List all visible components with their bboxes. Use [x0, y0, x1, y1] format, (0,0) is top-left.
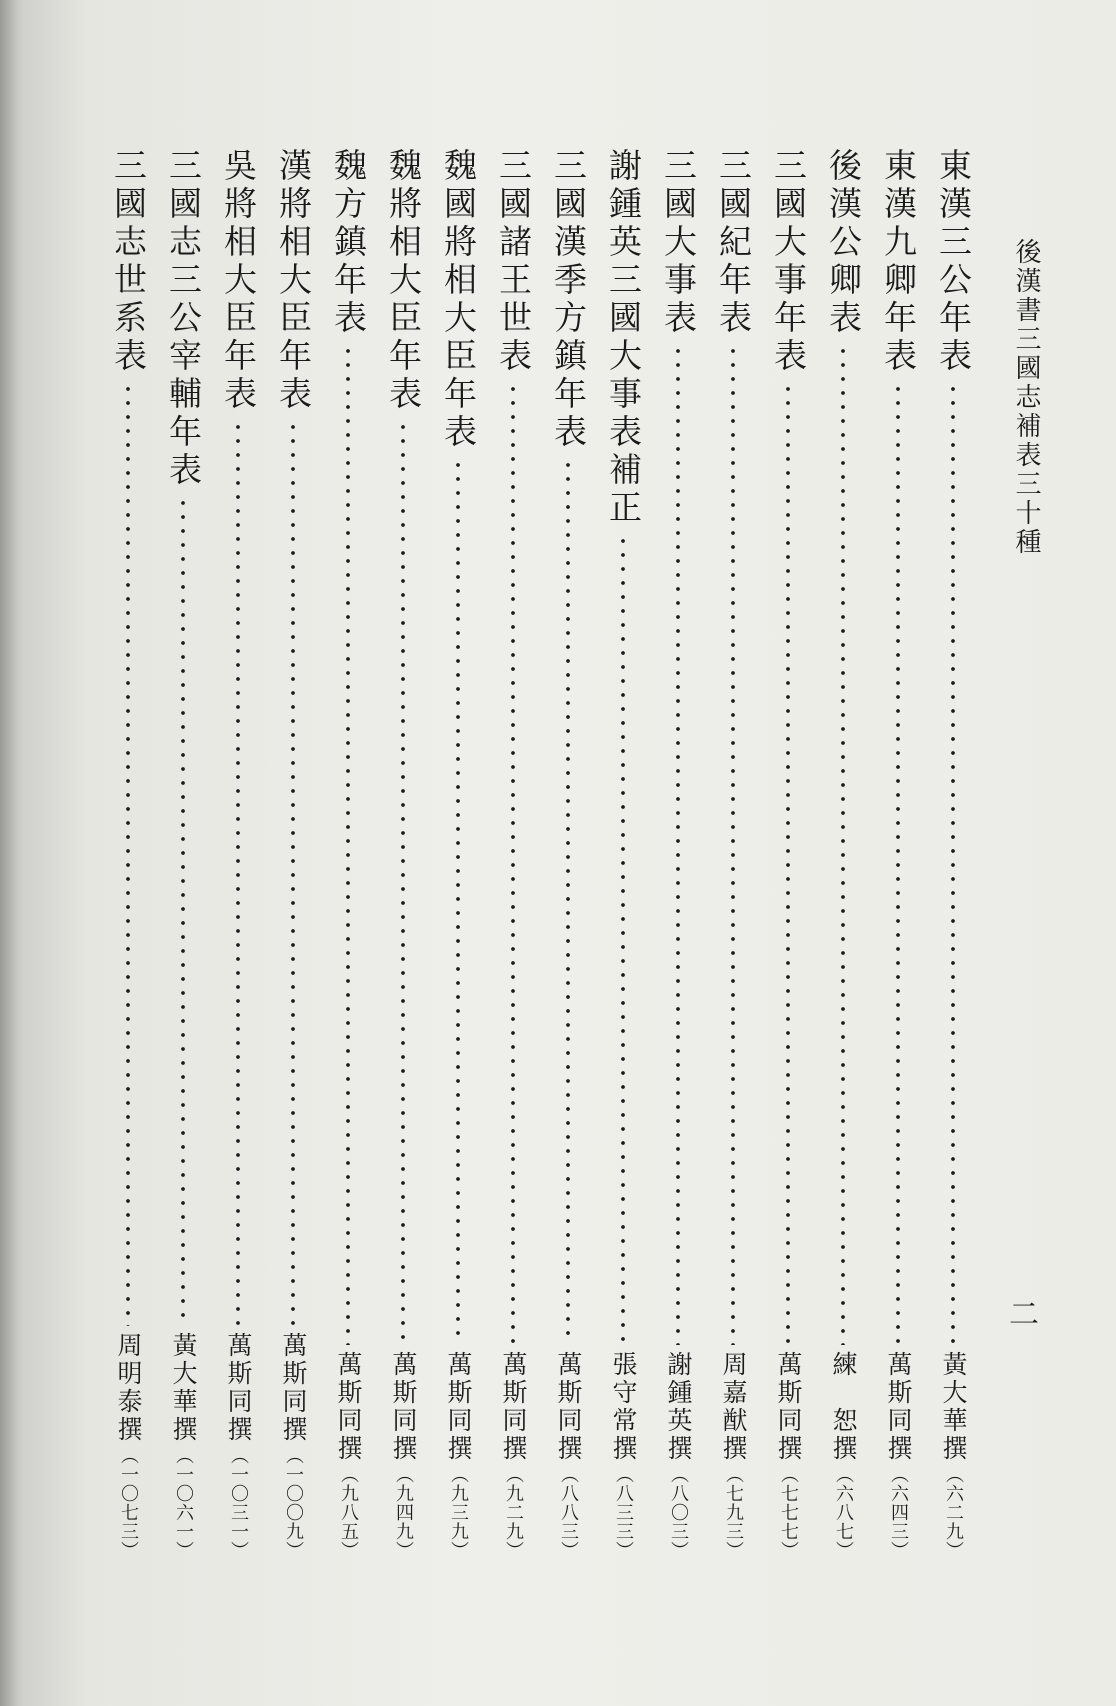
toc-entry-author-block	[166, 1332, 200, 1560]
toc-entry-title: 東漢九卿年表	[879, 148, 918, 376]
toc-entry	[930, 148, 976, 1560]
toc-entry-title: 三國大事表	[659, 148, 698, 338]
dot-leader	[236, 420, 240, 1326]
toc-entry-author: 萬斯同撰	[279, 1332, 308, 1444]
dot-leader	[126, 382, 130, 1326]
toc-entry	[600, 148, 646, 1560]
toc-entry-author-block	[111, 1332, 145, 1560]
toc-entry-author: 萬斯同撰	[389, 1351, 418, 1463]
dot-leader	[621, 534, 625, 1345]
toc-entry	[875, 148, 921, 1560]
dot-leader	[291, 420, 295, 1326]
toc-entry-author-block	[276, 1332, 310, 1560]
toc-entry-title: 後漢公卿表	[824, 148, 863, 338]
toc-entry-author: 萬斯同撰	[774, 1351, 803, 1463]
toc-entry-title: 三國志三公宰輔年表	[164, 148, 203, 490]
toc-entry-author-block	[771, 1351, 805, 1560]
toc-entry	[270, 148, 316, 1560]
toc-entry-title: 三國漢季方鎮年表	[549, 148, 588, 452]
toc-entry-page: （六四三）	[888, 1465, 909, 1560]
toc-entry	[160, 148, 206, 1560]
toc-entry-author: 謝鍾英撰	[664, 1351, 693, 1463]
toc-entry	[490, 148, 536, 1560]
dot-leader	[841, 344, 845, 1345]
toc-entry-author: 萬斯同撰	[554, 1351, 583, 1463]
toc-entry-page: （一〇六一）	[173, 1446, 194, 1560]
toc-entry-author: 萬斯同撰	[224, 1332, 253, 1444]
toc-entry-page: （六八七）	[833, 1465, 854, 1560]
toc-entry-page: （六二九）	[943, 1465, 964, 1560]
toc-entry	[710, 148, 756, 1560]
toc-entry-author-block	[716, 1351, 750, 1560]
dot-leader	[401, 420, 405, 1345]
toc-entry-title: 三國大事年表	[769, 148, 808, 376]
toc-entry-page: （八三三）	[613, 1465, 634, 1560]
toc-entry-title: 魏國將相大臣年表	[439, 148, 478, 452]
toc-entry	[820, 148, 866, 1560]
toc-entry-author-block	[606, 1351, 640, 1560]
toc-entry-page: （八八三）	[558, 1465, 579, 1560]
toc-entry-author-block	[551, 1351, 585, 1560]
toc-entry	[105, 148, 151, 1560]
toc-entry-page: （一〇三一）	[228, 1446, 249, 1560]
toc-entry-title: 魏將相大臣年表	[384, 148, 423, 414]
toc-entry-title: 漢將相大臣年表	[274, 148, 313, 414]
toc-entry-author-block	[331, 1351, 365, 1560]
toc-entry	[380, 148, 426, 1560]
dot-leader	[511, 382, 515, 1345]
toc-entry-author: 黃大華撰	[939, 1351, 968, 1463]
toc-entry-page: （九八五）	[338, 1465, 359, 1560]
toc-entry-page: （八〇三）	[668, 1465, 689, 1560]
toc-entry-author: 黃大華撰	[169, 1332, 198, 1444]
toc-entry-author: 萬斯同撰	[884, 1351, 913, 1463]
toc-entry-page: （一〇七三）	[118, 1446, 139, 1560]
toc-entry-author: 周明泰撰	[114, 1332, 143, 1444]
toc-entry-title: 三國紀年表	[714, 148, 753, 338]
dot-leader	[456, 458, 460, 1345]
toc-entry	[655, 148, 701, 1560]
toc-entry-title: 謝鍾英三國大事表補正	[604, 148, 643, 528]
dot-leader	[346, 344, 350, 1345]
toc-entry-title: 三國諸王世表	[494, 148, 533, 376]
toc-entry-author: 周嘉猷撰	[719, 1351, 748, 1463]
toc-entry	[765, 148, 811, 1560]
toc-entry-title: 三國志世系表	[109, 148, 148, 376]
toc-entry-author-block	[936, 1351, 970, 1560]
toc-entry-author: 張守常撰	[609, 1351, 638, 1463]
toc-entry-author-block	[496, 1351, 530, 1560]
toc-entry	[325, 148, 371, 1560]
toc-entry-author-block	[386, 1351, 420, 1560]
toc-entry-page: （一〇〇九）	[283, 1446, 304, 1560]
toc-entry-page: （九四九）	[393, 1465, 414, 1560]
dot-leader	[731, 344, 735, 1345]
dot-leader	[566, 458, 570, 1345]
toc-entry-page: （七七七）	[778, 1465, 799, 1560]
toc-entry-author: 練 恕撰	[829, 1351, 858, 1463]
running-head: 後漢書三國志補表三十種	[1011, 238, 1041, 557]
toc-entry-title: 吳將相大臣年表	[219, 148, 258, 414]
toc-entry-author-block	[826, 1351, 860, 1560]
toc-entry-author-block	[661, 1351, 695, 1560]
toc-entry-author: 萬斯同撰	[334, 1351, 363, 1463]
dot-leader	[896, 382, 900, 1345]
toc-entry-title: 東漢三公年表	[934, 148, 973, 376]
dot-leader	[786, 382, 790, 1345]
toc-entry-author-block	[881, 1351, 915, 1560]
dot-leader	[181, 496, 185, 1326]
toc-entry	[435, 148, 481, 1560]
toc-entry-author: 萬斯同撰	[499, 1351, 528, 1463]
toc-entry-page: （七九三）	[723, 1465, 744, 1560]
toc-entry-page: （九三九）	[448, 1465, 469, 1560]
toc-entry	[545, 148, 591, 1560]
page-number: 二	[1003, 1298, 1038, 1328]
dot-leader	[676, 344, 680, 1345]
toc-entry-page: （九二九）	[503, 1465, 524, 1560]
toc-entry-title: 魏方鎮年表	[329, 148, 368, 338]
toc-entry-author: 萬斯同撰	[444, 1351, 473, 1463]
toc-entry	[215, 148, 261, 1560]
toc-entry-author-block	[441, 1351, 475, 1560]
dot-leader	[951, 382, 955, 1345]
toc-entry-author-block	[221, 1332, 255, 1560]
